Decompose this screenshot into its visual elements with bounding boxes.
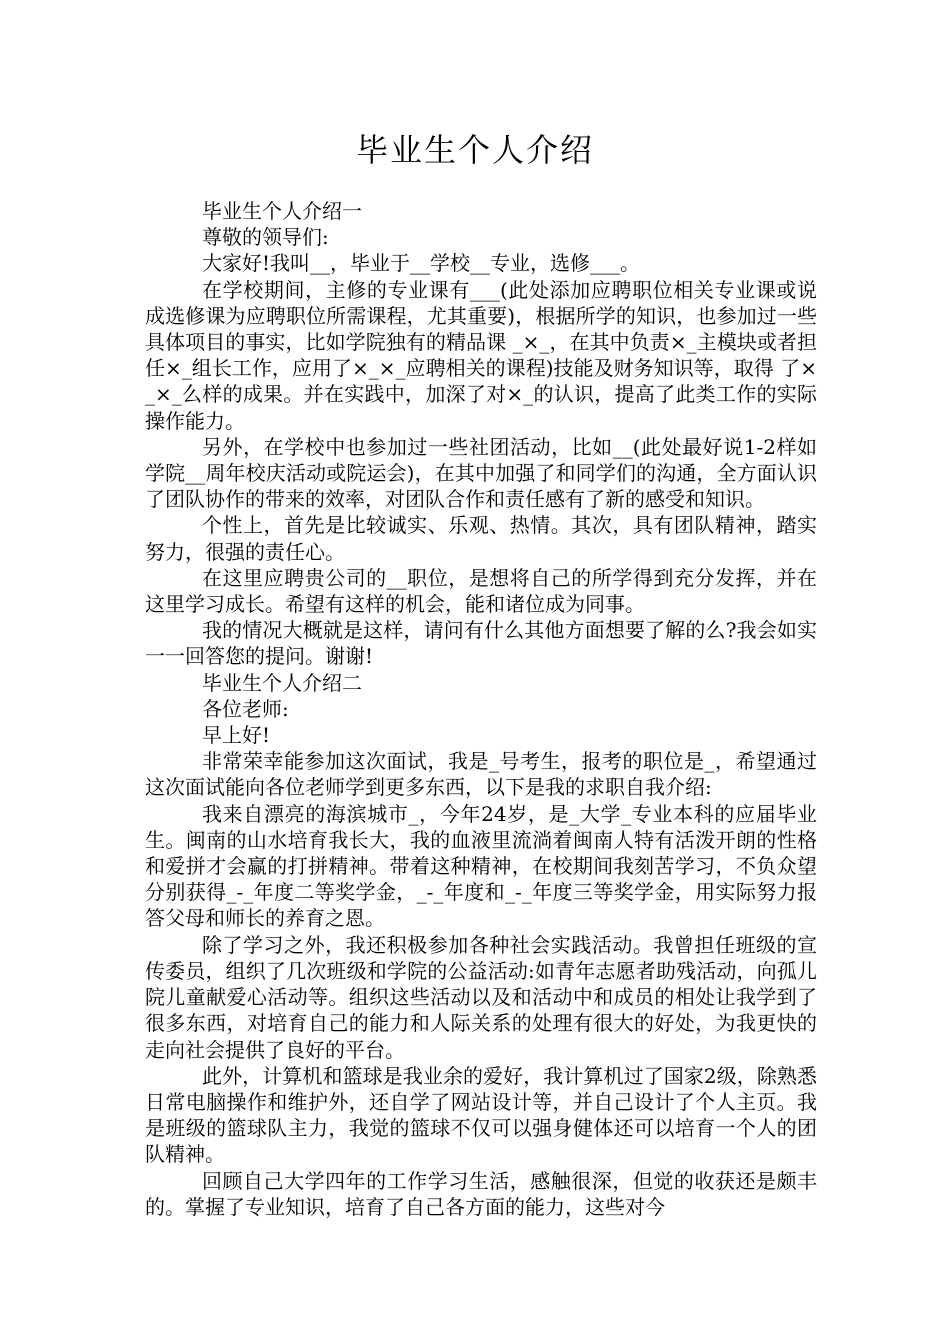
body-paragraph: 我来自漂亮的海滨城市_，今年24岁，是_大学_专业本科的应届毕业生。闽南的山水培育我长大，我的血液里流淌着闽南人特有活泼开朗的性格和爱拼才会赢的打拼精神。带着这种精神，在校期间我刻苦学习，不负众望分别获得_-_年度二等奖学金，_-_年度和_-_年度三等奖学金，用实际努力报答父母和师长的养育之恩。 bbox=[145, 801, 817, 931]
body-paragraph: 个性上，首先是比较诚实、乐观、热情。其次，具有团队精神，踏实努力，很强的责任心。 bbox=[145, 513, 817, 564]
salutation: 尊敬的领导们: bbox=[202, 225, 329, 250]
body-paragraph: 在学校期间，主修的专业课有___(此处添加应聘职位相关专业课或说成选修课为应聘职位所需课程，尤其重要)，根据所学的知识，也参加过一些具体项目的事实，比如学院独有的精品课 _×_，在其中负责×_主模块或者担任×_组长工作，应用了×_×_应聘相关的课程)技能及财务知识等，取得 了×_×_么样的成果。并在实践中，加深了对×_的认识，提高了此类工作的实际操作能力。 bbox=[145, 277, 817, 433]
body-paragraph: 在这里应聘贵公司的__职位，是想将自己的所学得到充分发挥，并在这里学习成长。希望有这样的机会，能和诸位成为同事。 bbox=[145, 565, 817, 617]
body-paragraph: 除了学习之外，我还积极参加各种社会实践活动。我曾担任班级的宣传委员，组织了几次班级和学院的公益活动:如青年志愿者助残活动，向孤儿院儿童献爱心活动等。组织这些活动以及和活动中和成员的相处让我学到了很多东西，对培育自己的能力和人际关系的处理有很大的好处，为我更快的走向社会提供了良好的平台。 bbox=[145, 932, 817, 1062]
section-heading-1: 毕业生个人介绍一 bbox=[202, 199, 362, 223]
body-paragraph: 大家好!我叫__，毕业于__学校__专业，选修___。 bbox=[202, 251, 641, 276]
body-paragraph: 我的情况大概就是这样，请问有什么其他方面想要了解的么?我会如实一一回答您的提问。谢谢! bbox=[145, 618, 817, 669]
greeting: 早上好! bbox=[202, 723, 271, 748]
document-body bbox=[145, 198, 817, 1220]
body-paragraph: 此外，计算机和篮球是我业余的爱好，我计算机过了国家2级，除熟悉日常电脑操作和维护外，还自学了网站设计等，并自己设计了个人主页。我是班级的篮球队主力，我觉的篮球不仅可以强身健体还可以培育一个人的团队精神。 bbox=[145, 1063, 817, 1167]
document-title: 毕业生个人介绍 bbox=[355, 131, 594, 169]
body-paragraph: 非常荣幸能参加这次面试，我是_号考生，报考的职位是_，希望通过这次面试能向各位老师学到更多东西，以下是我的求职自我介绍: bbox=[145, 749, 817, 800]
body-paragraph: 另外，在学校中也参加过一些社团活动，比如__(此处最好说1-2样如学院__周年校庆活动或院运会)，在其中加强了和同学们的沟通，全方面认识了团队协作的带来的效率，对团队合作和责任感有了新的感受和知识。 bbox=[145, 434, 817, 512]
section-heading-2: 毕业生个人介绍二 bbox=[202, 670, 362, 695]
body-paragraph: 回顾自己大学四年的工作学习生活，感触很深，但觉的收获还是颇丰的。掌握了专业知识，培育了自己各方面的能力，这些对今 bbox=[145, 1168, 817, 1219]
salutation: 各位老师: bbox=[202, 696, 289, 721]
